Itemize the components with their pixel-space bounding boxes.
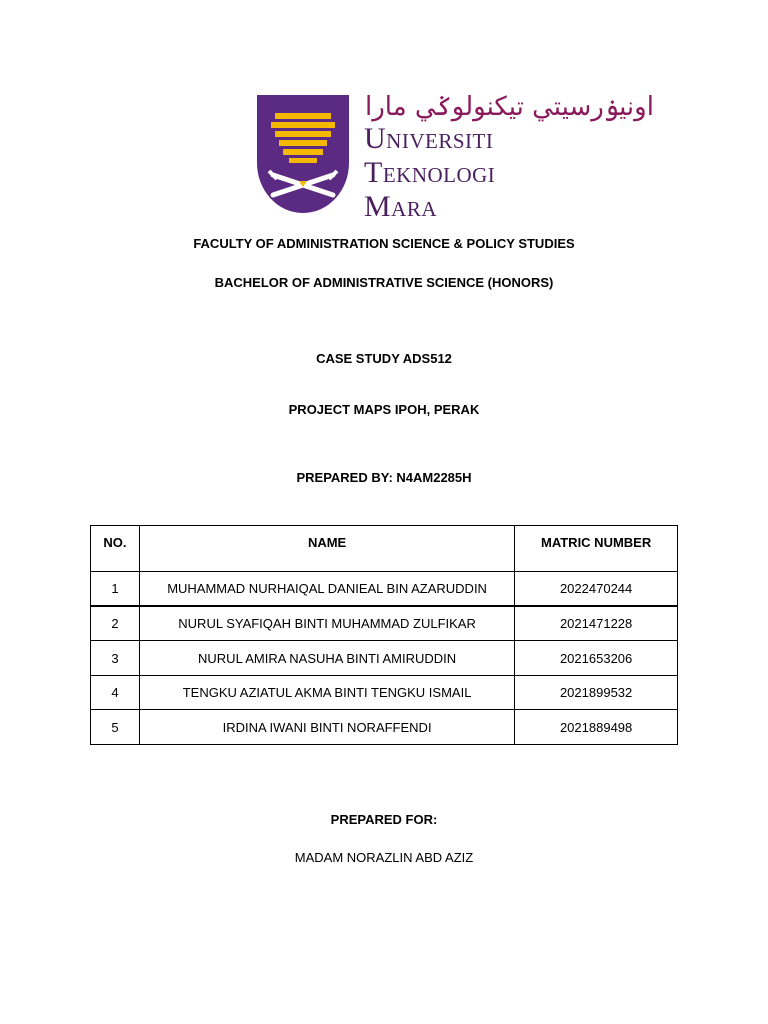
cell-no: 1 [91, 572, 140, 607]
table-row [91, 710, 678, 745]
faculty-title: FACULTY OF ADMINISTRATION SCIENCE & POLICY STUDIES [193, 236, 575, 251]
logo-name-line-3: Mara [364, 190, 438, 223]
cell-matric: 2021889498 [515, 710, 678, 745]
logo-name-line-2: Teknologi [364, 156, 496, 189]
cell-name: TENGKU AZIATUL AKMA BINTI TENGKU ISMAIL [139, 676, 514, 710]
table-row [91, 641, 678, 676]
uitm-crest-icon [257, 95, 349, 213]
cell-no: 3 [91, 641, 140, 676]
header-no: NO. [91, 526, 140, 572]
programme-title: BACHELOR OF ADMINISTRATIVE SCIENCE (HONORS) [214, 275, 554, 290]
cell-no: 2 [91, 606, 140, 641]
table-row [91, 572, 678, 607]
prepared-for-name: MADAM NORAZLIN ABD AZIZ [294, 850, 474, 865]
header-name: NAME [139, 526, 514, 572]
cell-no: 5 [91, 710, 140, 745]
cell-name: IRDINA IWANI BINTI NORAFFENDI [139, 710, 514, 745]
uitm-logo [257, 92, 654, 223]
prepared-by: PREPARED BY: N4AM2285H [296, 470, 472, 485]
header-matric: MATRIC NUMBER [515, 526, 678, 572]
cell-matric: 2021653206 [515, 641, 678, 676]
cell-name: NURUL SYAFIQAH BINTI MUHAMMAD ZULFIKAR [139, 606, 514, 641]
cell-no: 4 [91, 676, 140, 710]
cell-matric: 2022470244 [515, 572, 678, 607]
table-row [91, 676, 678, 710]
logo-name-line-1: Universiti [364, 122, 494, 155]
members-table [90, 525, 678, 745]
logo-university-name [364, 122, 495, 224]
project-title: PROJECT MAPS IPOH, PERAK [288, 402, 480, 417]
table-header-row [91, 526, 678, 572]
table-row [91, 606, 678, 641]
case-study-title: CASE STUDY ADS512 [316, 351, 452, 366]
cell-matric: 2021471228 [515, 606, 678, 641]
cell-matric: 2021899532 [515, 676, 678, 710]
cell-name: MUHAMMAD NURHAIQAL DANIEAL BIN AZARUDDIN [139, 572, 514, 607]
logo-jawi-text: اونيۏرسيتي تيكنولوݢي مارا [365, 92, 654, 122]
prepared-for-label: PREPARED FOR: [330, 812, 438, 827]
cell-name: NURUL AMIRA NASUHA BINTI AMIRUDDIN [139, 641, 514, 676]
